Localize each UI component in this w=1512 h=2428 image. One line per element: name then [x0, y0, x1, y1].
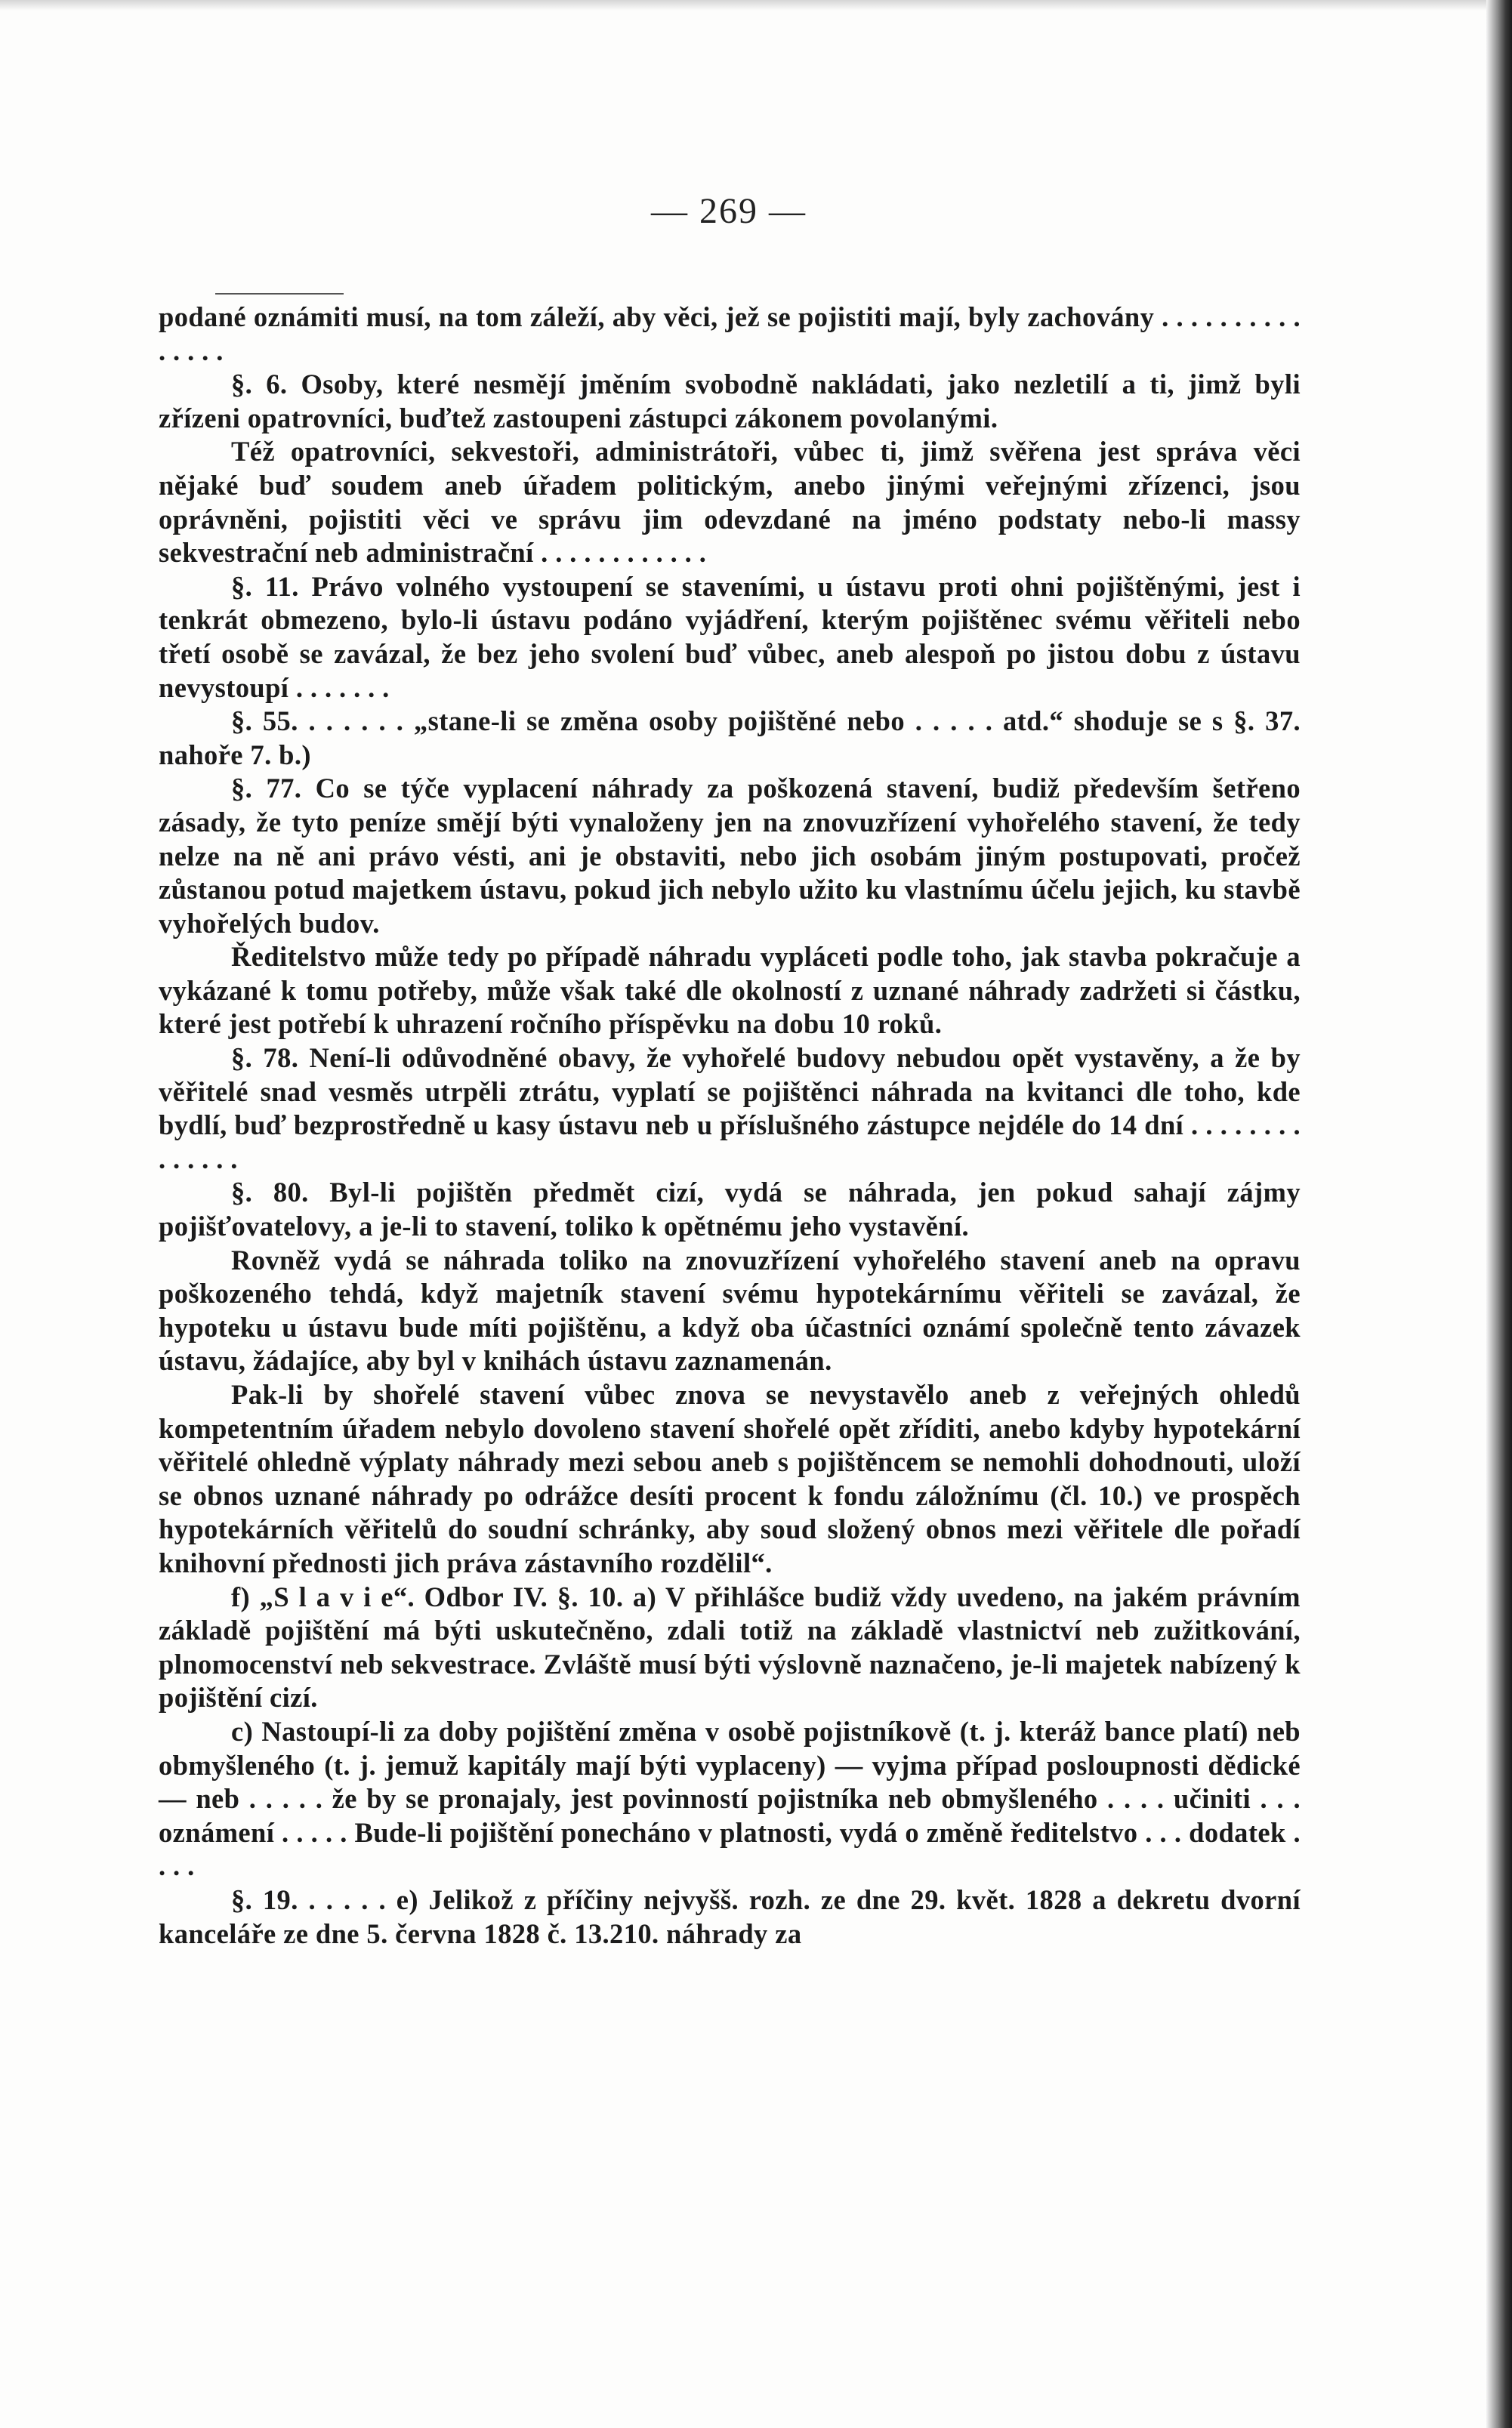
- paragraph-section-78: §. 78. Není-li odůvodněné obavy, že vyhořelé budovy nebudou opět vystavěny, a že by věřitelé snad vesměs utrpěli ztrátu, vyplatí se pojištěnci náhrada na kvitanci dle toho, kde bydlí, buď bezprostředně u kasy ústavu neb u příslušného zástupce nejdéle do 14 dní . . . . . . . . . . . . . .: [159, 1042, 1301, 1174]
- header-rule: [215, 293, 344, 295]
- paragraph-section-19: §. 19. . . . . . e) Jelikož z příčiny nejvyšš. rozh. ze dne 29. květ. 1828 a dekretu dvorní kanceláře ze dne 5. června 1828 č. 13.210. náhrady za: [159, 1883, 1301, 1949]
- page-number: — 269 —: [651, 191, 807, 231]
- paragraph-change-of-person: c) Nastoupí-li za doby pojištění změna v osobě pojistníkově (t. j. kteráž bance platí) neb obmyšleného (t. j. jemuž kapitály mají býti vyplaceny) — vyjma případ posloupnosti dědické — neb . . . . . že by se pronajaly, jest povinností pojistníka neb obmyšleného . . . . učiniti . . . oznámení . . . . . Bude-li pojištění ponecháno v platnosti, vydá o změně ředitelstvo . . . dodatek . . . .: [159, 1715, 1301, 1882]
- scan-top-shadow: [0, 0, 1512, 11]
- paragraph-mortgage: Rovněž vydá se náhrada toliko na znovuzřízení vyhořelého stavení aneb na opravu poškozeného tehdá, když majetník stavení svému hypotekárnímu věřiteli se zavázal, že hypoteku u ústavu bude míti pojištěnu, a když oba účastníci oznámí společně tento závazek ústavu, žádajíce, aby byl v knihách ústavu zaznamenán.: [159, 1244, 1301, 1377]
- paragraph-section-6: §. 6. Osoby, které nesmějí jměním svobodně nakládati, jako nezletilí a ti, jimž byli zřízeni opatrovníci, buďtež zastoupeni zástupci zákonem povolanými.: [159, 369, 1301, 433]
- paragraph-directorate: Ředitelstvo může tedy po případě náhradu vypláceti podle toho, jak stavba pokračuje a vykázané k tomu potřeby, může však také dle okolností z uznané náhrady zadržeti si částku, které jest potřebí k uhrazení ročního příspěvku na dobu 10 roků.: [159, 941, 1301, 1040]
- paragraph-section-80: §. 80. Byl-li pojištěn předmět cizí, vydá se náhrada, jen pokud sahají zájmy pojišťovatelovy, a je-li to stavení, toliko k opětnému jeho vystavění.: [159, 1177, 1301, 1242]
- scan-binding-edge: [1486, 0, 1512, 2428]
- paragraph-section-55: §. 55. . . . . . . „stane-li se změna osoby pojištěné nebo . . . . . atd.“ shoduje se s §. 37. nahoře 7. b.): [159, 705, 1301, 770]
- paragraph-continued: podané oznámiti musí, na tom záleží, aby věci, jež se pojistiti mají, byly zachovány . . . . . . . . . . . . . . .: [159, 301, 1301, 366]
- body-text: [159, 301, 1301, 1951]
- paragraph-deposit: Pak-li by shořelé stavení vůbec znova se nevystavělo aneb z veřejných ohledů kompetentním úřadem nebylo dovoleno stavení shořelé opět zříditi, anebo kdyby hypotekární věřitelé ohledně výplaty náhrady mezi sebou aneb s pojištěncem se nemohli dohodnouti, uloží se obnos uznané náhrady po odrážce desíti procent k fondu záložnímu (čl. 10.) ve prospěch hypotekárních věřitelů do soudní schránky, aby soud složený obnos mezi věřitele dle pořadí knihovní přednosti jich práva zástavního rozdělil“.: [159, 1379, 1301, 1578]
- paragraph-slavie: f) „S l a v i e“. Odbor IV. §. 10. a) V přihlášce budiž vždy uvedeno, na jakém právním základě pojištění má býti uskutečněno, zdali totiž na základě vlastnictví neb zužitkování, plnomocenství neb sekvestrace. Zvláště musí býti výslovně naznačeno, je-li majetek nabízený k pojištění cizí.: [159, 1581, 1301, 1714]
- paragraph-section-77: §. 77. Co se týče vyplacení náhrady za poškozená stavení, budiž především šetřeno zásady, že tyto peníze smějí býti vynaloženy jen na znovuzřízení vyhořelého stavení, že tedy nelze na ně ani právo vésti, ani je obstaviti, nebo jich osobám jiným postupovati, pročež zůstanou potud majetkem ústavu, pokud jich nebylo užito ku vlastnímu účelu jejich, ku stavbě vyhořelých budov.: [159, 773, 1301, 939]
- paragraph-guardians: Též opatrovníci, sekvestoři, administrátoři, vůbec ti, jimž svěřena jest správa věci nějaké buď soudem aneb úřadem politickým, anebo jinými veřejnými zřízenci, jsou oprávněni, pojistiti věci ve správu jim odevzdané na jméno podstaty nebo-li massy sekvestrační neb administrační . . . . . . . . . . . .: [159, 436, 1301, 569]
- paragraph-section-11: §. 11. Právo volného vystoupení se staveními, u ústavu proti ohni pojištěnými, jest i tenkrát obmezeno, bylo-li ústavu podáno vyjádření, kterým pojištěnec svému věřiteli nebo třetí osobě se zavázal, že bez jeho svolení buď vůbec, aneb alespoň po jistou dobu z ústavu nevystoupí . . . . . . .: [159, 570, 1301, 703]
